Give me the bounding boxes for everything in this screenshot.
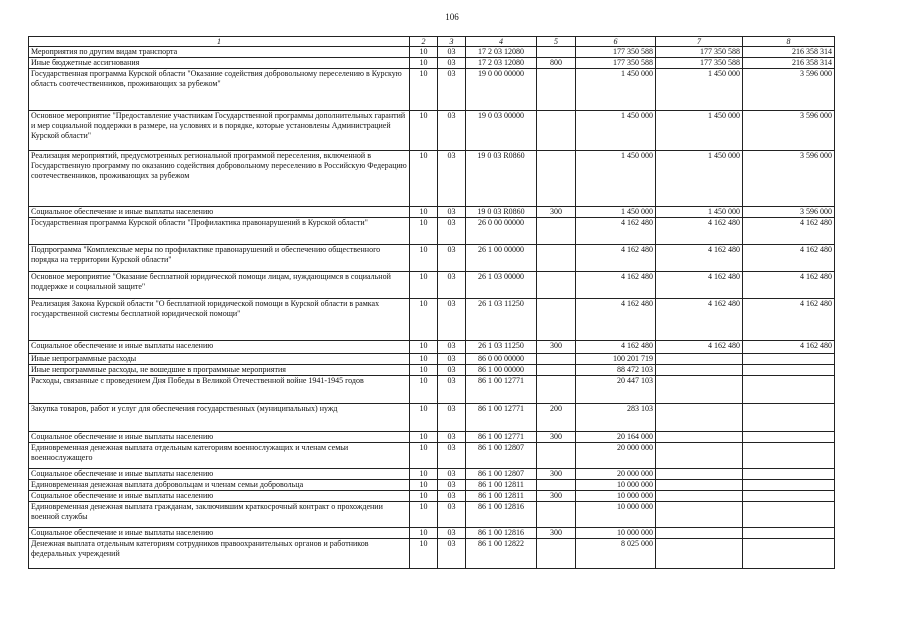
row-amount-year-1: 20 000 000 bbox=[576, 469, 656, 480]
row-expense-type: 300 bbox=[537, 491, 576, 502]
row-section: 10 bbox=[410, 218, 438, 245]
row-subsection: 03 bbox=[438, 58, 466, 69]
table-row bbox=[29, 245, 835, 272]
row-name: Социальное обеспечение и иные выплаты населению bbox=[29, 341, 410, 354]
table-row bbox=[29, 528, 835, 539]
row-amount-year-3: 3 596 000 bbox=[743, 111, 835, 151]
row-subsection: 03 bbox=[438, 469, 466, 480]
table-row bbox=[29, 469, 835, 480]
row-target-article: 86 1 00 00000 bbox=[466, 365, 537, 376]
row-target-article: 19 0 03 00000 bbox=[466, 111, 537, 151]
row-amount-year-3: 4 162 480 bbox=[743, 245, 835, 272]
row-section: 10 bbox=[410, 502, 438, 528]
row-amount-year-2: 1 450 000 bbox=[656, 151, 743, 207]
row-target-article: 86 1 00 12811 bbox=[466, 491, 537, 502]
row-amount-year-1: 1 450 000 bbox=[576, 69, 656, 111]
row-section: 10 bbox=[410, 480, 438, 491]
row-name: Основное мероприятие "Оказание бесплатной юридической помощи лицам, нуждающимся в социальной поддержке и социальной защите" bbox=[29, 272, 410, 299]
row-name: Реализация мероприятий, предусмотренных региональной программой переселения, включенной в Государственную программу по оказанию содействия добровольному переселению в Российскую Федерацию соотечественников, проживающих за рубежом bbox=[29, 151, 410, 207]
row-amount-year-3 bbox=[743, 365, 835, 376]
table-row bbox=[29, 58, 835, 69]
row-amount-year-2: 4 162 480 bbox=[656, 272, 743, 299]
row-amount-year-2 bbox=[656, 443, 743, 469]
row-expense-type bbox=[537, 502, 576, 528]
row-target-article: 86 1 00 12822 bbox=[466, 539, 537, 569]
row-subsection: 03 bbox=[438, 111, 466, 151]
row-amount-year-3: 4 162 480 bbox=[743, 218, 835, 245]
row-amount-year-2 bbox=[656, 354, 743, 365]
row-expense-type bbox=[537, 245, 576, 272]
row-amount-year-1: 20 164 000 bbox=[576, 432, 656, 443]
row-section: 10 bbox=[410, 69, 438, 111]
header-col-year-2: 7 bbox=[656, 37, 743, 47]
row-subsection: 03 bbox=[438, 528, 466, 539]
page-number: 106 bbox=[445, 12, 459, 22]
row-amount-year-1: 4 162 480 bbox=[576, 245, 656, 272]
row-target-article: 26 1 03 11250 bbox=[466, 299, 537, 341]
row-amount-year-2 bbox=[656, 491, 743, 502]
row-name: Социальное обеспечение и иные выплаты населению bbox=[29, 528, 410, 539]
row-amount-year-3 bbox=[743, 469, 835, 480]
row-section: 10 bbox=[410, 47, 438, 58]
row-amount-year-3 bbox=[743, 443, 835, 469]
table-row bbox=[29, 365, 835, 376]
row-target-article: 86 1 00 12771 bbox=[466, 432, 537, 443]
row-amount-year-3 bbox=[743, 491, 835, 502]
row-amount-year-3: 3 596 000 bbox=[743, 151, 835, 207]
table-row bbox=[29, 151, 835, 207]
row-expense-type bbox=[537, 69, 576, 111]
row-amount-year-2: 4 162 480 bbox=[656, 299, 743, 341]
row-section: 10 bbox=[410, 341, 438, 354]
row-section: 10 bbox=[410, 354, 438, 365]
row-subsection: 03 bbox=[438, 480, 466, 491]
row-amount-year-1: 4 162 480 bbox=[576, 218, 656, 245]
row-target-article: 86 1 00 12816 bbox=[466, 528, 537, 539]
row-amount-year-3 bbox=[743, 480, 835, 491]
row-section: 10 bbox=[410, 207, 438, 218]
table-row bbox=[29, 404, 835, 432]
row-section: 10 bbox=[410, 528, 438, 539]
table-row bbox=[29, 376, 835, 404]
row-amount-year-1: 10 000 000 bbox=[576, 491, 656, 502]
row-target-article: 86 1 00 12807 bbox=[466, 443, 537, 469]
table-row bbox=[29, 47, 835, 58]
row-target-article: 17 2 03 12080 bbox=[466, 58, 537, 69]
row-subsection: 03 bbox=[438, 207, 466, 218]
row-amount-year-2 bbox=[656, 365, 743, 376]
row-amount-year-3: 4 162 480 bbox=[743, 272, 835, 299]
row-amount-year-1: 10 000 000 bbox=[576, 528, 656, 539]
table-row bbox=[29, 480, 835, 491]
row-section: 10 bbox=[410, 245, 438, 272]
row-name: Единовременная денежная выплата добровольцам и членам семьи добровольца bbox=[29, 480, 410, 491]
row-target-article: 26 1 03 11250 bbox=[466, 341, 537, 354]
row-section: 10 bbox=[410, 299, 438, 341]
row-subsection: 03 bbox=[438, 272, 466, 299]
row-amount-year-1: 10 000 000 bbox=[576, 502, 656, 528]
row-expense-type bbox=[537, 218, 576, 245]
row-expense-type bbox=[537, 354, 576, 365]
header-col-section: 2 bbox=[410, 37, 438, 47]
budget-table bbox=[28, 36, 835, 569]
row-subsection: 03 bbox=[438, 341, 466, 354]
row-subsection: 03 bbox=[438, 151, 466, 207]
row-amount-year-2 bbox=[656, 528, 743, 539]
row-amount-year-3 bbox=[743, 432, 835, 443]
row-subsection: 03 bbox=[438, 539, 466, 569]
row-amount-year-2 bbox=[656, 376, 743, 404]
row-name: Социальное обеспечение и иные выплаты населению bbox=[29, 491, 410, 502]
row-amount-year-2: 177 350 588 bbox=[656, 47, 743, 58]
header-col-target-article: 4 bbox=[466, 37, 537, 47]
row-amount-year-1: 1 450 000 bbox=[576, 151, 656, 207]
row-name: Социальное обеспечение и иные выплаты населению bbox=[29, 469, 410, 480]
row-amount-year-3: 216 358 314 bbox=[743, 58, 835, 69]
row-target-article: 26 1 03 00000 bbox=[466, 272, 537, 299]
row-amount-year-3 bbox=[743, 528, 835, 539]
row-amount-year-2: 4 162 480 bbox=[656, 341, 743, 354]
row-target-article: 86 1 00 12816 bbox=[466, 502, 537, 528]
row-name: Иные бюджетные ассигнования bbox=[29, 58, 410, 69]
table-row bbox=[29, 272, 835, 299]
row-amount-year-2 bbox=[656, 432, 743, 443]
row-amount-year-2: 1 450 000 bbox=[656, 207, 743, 218]
row-expense-type: 300 bbox=[537, 528, 576, 539]
row-expense-type bbox=[537, 47, 576, 58]
table-row bbox=[29, 218, 835, 245]
row-expense-type: 300 bbox=[537, 469, 576, 480]
row-amount-year-1: 10 000 000 bbox=[576, 480, 656, 491]
table-row bbox=[29, 207, 835, 218]
row-name: Единовременная денежная выплата отдельным категориям военнослужащих и членам семьи военнослужащего bbox=[29, 443, 410, 469]
row-amount-year-2 bbox=[656, 539, 743, 569]
row-section: 10 bbox=[410, 272, 438, 299]
header-col-name: 1 bbox=[29, 37, 410, 47]
table-row bbox=[29, 432, 835, 443]
row-name: Реализация Закона Курской области "О бесплатной юридической помощи в Курской области в рамках государственной системы бесплатной юридической помощи" bbox=[29, 299, 410, 341]
table-row bbox=[29, 341, 835, 354]
row-amount-year-1: 1 450 000 bbox=[576, 111, 656, 151]
row-amount-year-1: 1 450 000 bbox=[576, 207, 656, 218]
row-name: Государственная программа Курской области "Оказание содействия добровольному переселению в Курскую область соотечественников, проживающих за рубежом" bbox=[29, 69, 410, 111]
row-amount-year-1: 20 447 103 bbox=[576, 376, 656, 404]
row-section: 10 bbox=[410, 443, 438, 469]
row-section: 10 bbox=[410, 491, 438, 502]
table-row bbox=[29, 502, 835, 528]
row-amount-year-1: 177 350 588 bbox=[576, 47, 656, 58]
row-amount-year-2 bbox=[656, 469, 743, 480]
row-expense-type: 200 bbox=[537, 404, 576, 432]
row-subsection: 03 bbox=[438, 404, 466, 432]
row-section: 10 bbox=[410, 469, 438, 480]
row-expense-type bbox=[537, 299, 576, 341]
row-expense-type bbox=[537, 539, 576, 569]
row-section: 10 bbox=[410, 404, 438, 432]
row-name: Основное мероприятие "Предоставление участникам Государственной программы дополнительных гарантий и мер социальной поддержки в размере, на условиях и в порядке, которые установлены Администрацией Курской области" bbox=[29, 111, 410, 151]
header-col-year-1: 6 bbox=[576, 37, 656, 47]
row-expense-type: 800 bbox=[537, 58, 576, 69]
row-expense-type bbox=[537, 365, 576, 376]
row-amount-year-1: 20 000 000 bbox=[576, 443, 656, 469]
row-subsection: 03 bbox=[438, 69, 466, 111]
row-expense-type bbox=[537, 111, 576, 151]
row-subsection: 03 bbox=[438, 432, 466, 443]
row-name: Иные непрограммные расходы, не вошедшие в программные мероприятия bbox=[29, 365, 410, 376]
row-section: 10 bbox=[410, 539, 438, 569]
table-row bbox=[29, 111, 835, 151]
row-expense-type bbox=[537, 376, 576, 404]
row-expense-type: 300 bbox=[537, 341, 576, 354]
row-target-article: 19 0 03 R0860 bbox=[466, 151, 537, 207]
table-row bbox=[29, 539, 835, 569]
row-amount-year-3 bbox=[743, 376, 835, 404]
row-amount-year-1: 100 201 719 bbox=[576, 354, 656, 365]
row-name: Государственная программа Курской области "Профилактика правонарушений в Курской области" bbox=[29, 218, 410, 245]
table-row bbox=[29, 491, 835, 502]
table-header-row bbox=[29, 37, 835, 47]
row-target-article: 86 1 00 12811 bbox=[466, 480, 537, 491]
table-row bbox=[29, 69, 835, 111]
row-subsection: 03 bbox=[438, 491, 466, 502]
row-amount-year-3: 3 596 000 bbox=[743, 207, 835, 218]
row-section: 10 bbox=[410, 365, 438, 376]
row-expense-type: 300 bbox=[537, 207, 576, 218]
row-subsection: 03 bbox=[438, 354, 466, 365]
row-amount-year-2 bbox=[656, 502, 743, 528]
row-expense-type bbox=[537, 272, 576, 299]
row-amount-year-2: 1 450 000 bbox=[656, 111, 743, 151]
row-subsection: 03 bbox=[438, 365, 466, 376]
row-name: Расходы, связанные с проведением Дня Победы в Великой Отечественной войне 1941-1945 годов bbox=[29, 376, 410, 404]
row-section: 10 bbox=[410, 432, 438, 443]
row-subsection: 03 bbox=[438, 245, 466, 272]
row-expense-type bbox=[537, 151, 576, 207]
row-name: Единовременная денежная выплата гражданам, заключившим краткосрочный контракт о прохождении военной службы bbox=[29, 502, 410, 528]
row-name: Денежная выплата отдельным категориям сотрудников правоохранительных органов и работников федеральных учреждений bbox=[29, 539, 410, 569]
row-subsection: 03 bbox=[438, 299, 466, 341]
row-amount-year-1: 8 025 000 bbox=[576, 539, 656, 569]
row-target-article: 26 0 00 00000 bbox=[466, 218, 537, 245]
row-amount-year-2: 4 162 480 bbox=[656, 245, 743, 272]
row-subsection: 03 bbox=[438, 47, 466, 58]
table-row bbox=[29, 354, 835, 365]
row-name: Закупка товаров, работ и услуг для обеспечения государственных (муниципальных) нужд bbox=[29, 404, 410, 432]
header-col-expense-type: 5 bbox=[537, 37, 576, 47]
row-section: 10 bbox=[410, 376, 438, 404]
row-subsection: 03 bbox=[438, 502, 466, 528]
row-target-article: 17 2 03 12080 bbox=[466, 47, 537, 58]
row-section: 10 bbox=[410, 111, 438, 151]
row-amount-year-3 bbox=[743, 539, 835, 569]
table-row bbox=[29, 443, 835, 469]
row-section: 10 bbox=[410, 58, 438, 69]
row-amount-year-3 bbox=[743, 404, 835, 432]
row-name: Социальное обеспечение и иные выплаты населению bbox=[29, 432, 410, 443]
row-amount-year-1: 4 162 480 bbox=[576, 272, 656, 299]
row-amount-year-2: 4 162 480 bbox=[656, 218, 743, 245]
row-amount-year-1: 283 103 bbox=[576, 404, 656, 432]
row-amount-year-3: 3 596 000 bbox=[743, 69, 835, 111]
header-col-year-3: 8 bbox=[743, 37, 835, 47]
row-target-article: 86 0 00 00000 bbox=[466, 354, 537, 365]
row-amount-year-3: 4 162 480 bbox=[743, 341, 835, 354]
row-target-article: 86 1 00 12807 bbox=[466, 469, 537, 480]
row-target-article: 19 0 03 R0860 bbox=[466, 207, 537, 218]
row-subsection: 03 bbox=[438, 443, 466, 469]
row-amount-year-2 bbox=[656, 404, 743, 432]
row-target-article: 19 0 00 00000 bbox=[466, 69, 537, 111]
table-row bbox=[29, 299, 835, 341]
row-amount-year-3: 216 358 314 bbox=[743, 47, 835, 58]
row-amount-year-1: 177 350 588 bbox=[576, 58, 656, 69]
row-expense-type: 300 bbox=[537, 432, 576, 443]
row-amount-year-2: 1 450 000 bbox=[656, 69, 743, 111]
row-target-article: 86 1 00 12771 bbox=[466, 376, 537, 404]
row-name: Мероприятия по другим видам транспорта bbox=[29, 47, 410, 58]
row-amount-year-1: 4 162 480 bbox=[576, 299, 656, 341]
row-amount-year-2: 177 350 588 bbox=[656, 58, 743, 69]
row-amount-year-1: 88 472 103 bbox=[576, 365, 656, 376]
row-subsection: 03 bbox=[438, 376, 466, 404]
row-subsection: 03 bbox=[438, 218, 466, 245]
row-amount-year-3: 4 162 480 bbox=[743, 299, 835, 341]
row-name: Подпрограмма "Комплексные меры по профилактике правонарушений и обеспечению общественного порядка на территории Курской области" bbox=[29, 245, 410, 272]
header-col-subsection: 3 bbox=[438, 37, 466, 47]
row-expense-type bbox=[537, 480, 576, 491]
row-name: Иные непрограммные расходы bbox=[29, 354, 410, 365]
row-amount-year-1: 4 162 480 bbox=[576, 341, 656, 354]
row-amount-year-2 bbox=[656, 480, 743, 491]
row-expense-type bbox=[537, 443, 576, 469]
row-name: Социальное обеспечение и иные выплаты населению bbox=[29, 207, 410, 218]
row-amount-year-3 bbox=[743, 502, 835, 528]
row-amount-year-3 bbox=[743, 354, 835, 365]
row-section: 10 bbox=[410, 151, 438, 207]
row-target-article: 86 1 00 12771 bbox=[466, 404, 537, 432]
row-target-article: 26 1 00 00000 bbox=[466, 245, 537, 272]
